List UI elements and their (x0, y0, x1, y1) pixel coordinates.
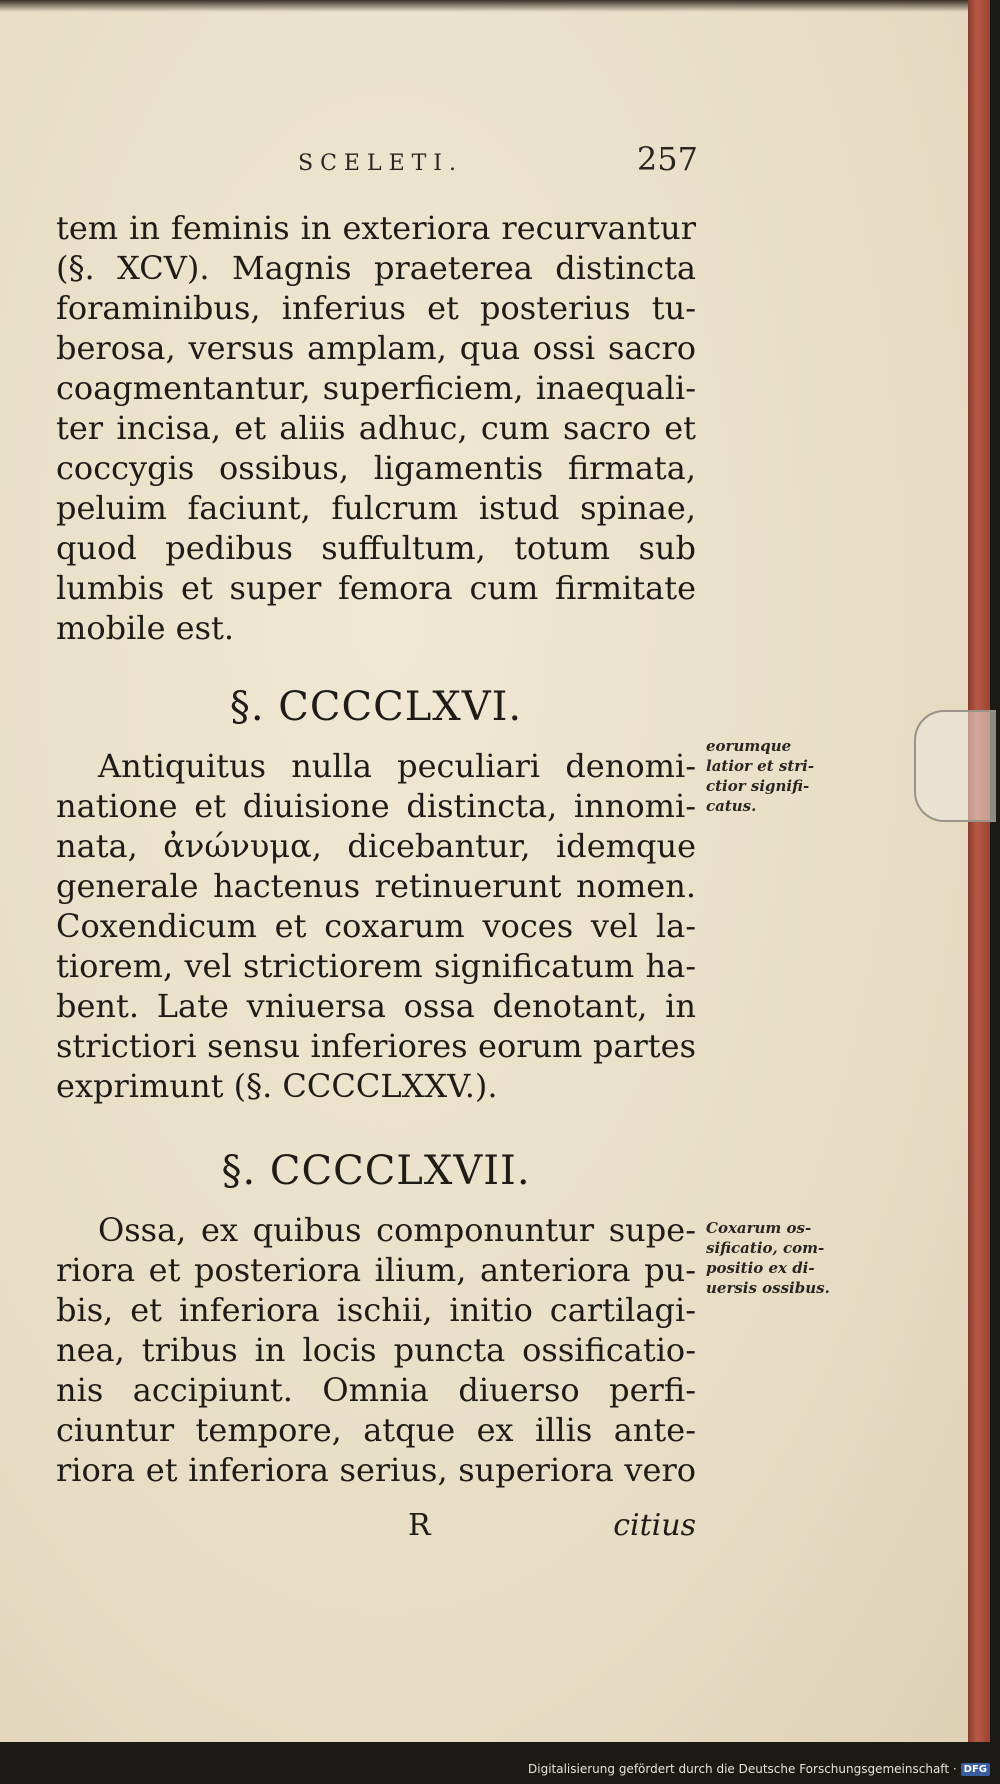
text-line: nea, tribus in locis puncta ossificatio- (56, 1331, 696, 1369)
text-line: exprimunt (§. CCCCLXXV.). (56, 1067, 498, 1105)
section-heading-467: §. CCCCLXVII. (221, 1148, 531, 1194)
page-top-shadow (0, 0, 968, 12)
text-line: Ossa, ex quibus componuntur supe- (98, 1211, 696, 1249)
margin-note-line: Coxarum os- (706, 1219, 812, 1237)
text-line: (§. XCV). Magnis praeterea distincta (56, 249, 696, 287)
bookmark-tab (914, 710, 996, 822)
text-line: Antiquitus nulla peculiari denomi- (98, 747, 696, 785)
text-line: lumbis et super femora cum firmitate (56, 569, 696, 607)
text-line: bent. Late vniuersa ossa denotant, in (56, 987, 696, 1025)
margin-note-line: positio ex di- (706, 1259, 815, 1277)
text-line: strictiori sensu inferiores eorum partes (56, 1027, 696, 1065)
section-466-body (56, 746, 696, 1106)
margin-note-line: catus. (706, 797, 757, 815)
signature-mark: R (408, 1508, 431, 1543)
margin-note-line: eorumque (706, 737, 792, 755)
text-line: nata, ἀνώνυμα, dicebantur, idemque (56, 827, 696, 865)
text-line: tem in feminis in exteriora recurvantur (56, 209, 696, 247)
page-number: 257 (636, 140, 698, 178)
credit-text: Digitalisierung gefördert durch die Deutsche Forschungsgemeinschaft · (528, 1762, 957, 1776)
margin-note-line: latior et stri- (706, 757, 815, 775)
margin-note-line: uersis ossibus. (706, 1279, 830, 1297)
text-line: nis accipiunt. Omnia diuerso perfi- (56, 1371, 696, 1409)
page-edge (968, 0, 990, 1742)
text-line: riora et posteriora ilium, anteriora pu- (56, 1251, 696, 1289)
text-line: tiorem, vel strictiorem significatum ha- (56, 947, 696, 985)
text-line: coccygis ossibus, ligamentis firmata, (56, 449, 696, 487)
text-line: riora et inferiora serius, superiora vero (56, 1451, 696, 1489)
text-line: quod pedibus suffultum, totum sub (56, 529, 696, 567)
section-467-body (56, 1210, 696, 1490)
text-line: Coxendicum et coxarum voces vel la- (56, 907, 696, 945)
text-line: ciuntur tempore, atque ex illis ante- (56, 1411, 696, 1449)
margin-note-signification (706, 736, 854, 816)
paragraph-continued (56, 208, 696, 648)
page-header (298, 140, 698, 180)
text-line: generale hactenus retinuerunt nomen. (56, 867, 696, 905)
dfg-logo: DFG (961, 1763, 990, 1776)
text-line: bis, et inferiora ischii, initio cartilagi- (56, 1291, 696, 1329)
text-line: ter incisa, et aliis adhuc, cum sacro et (56, 409, 696, 447)
running-head: SCELETI. (298, 151, 463, 176)
text-line: peluim faciunt, fulcrum istud spinae, (56, 489, 696, 527)
margin-note-line: ctior signifi- (706, 777, 810, 795)
text-line: berosa, versus amplam, qua ossi sacro (56, 329, 696, 367)
margin-note-ossification (706, 1218, 854, 1298)
margin-note-line: sificatio, com- (706, 1239, 825, 1257)
text-line: natione et diuisione distincta, innomi- (56, 787, 696, 825)
text-line: coagmentantur, superficiem, inaequali- (56, 369, 696, 407)
section-heading-466: §. CCCCLXVI. (229, 684, 523, 730)
text-line: mobile est. (56, 609, 235, 647)
catchline (56, 1508, 696, 1548)
catchword: citius (613, 1508, 696, 1543)
text-line: foraminibus, inferius et posterius tu- (56, 289, 696, 327)
digitization-credit (528, 1762, 990, 1776)
